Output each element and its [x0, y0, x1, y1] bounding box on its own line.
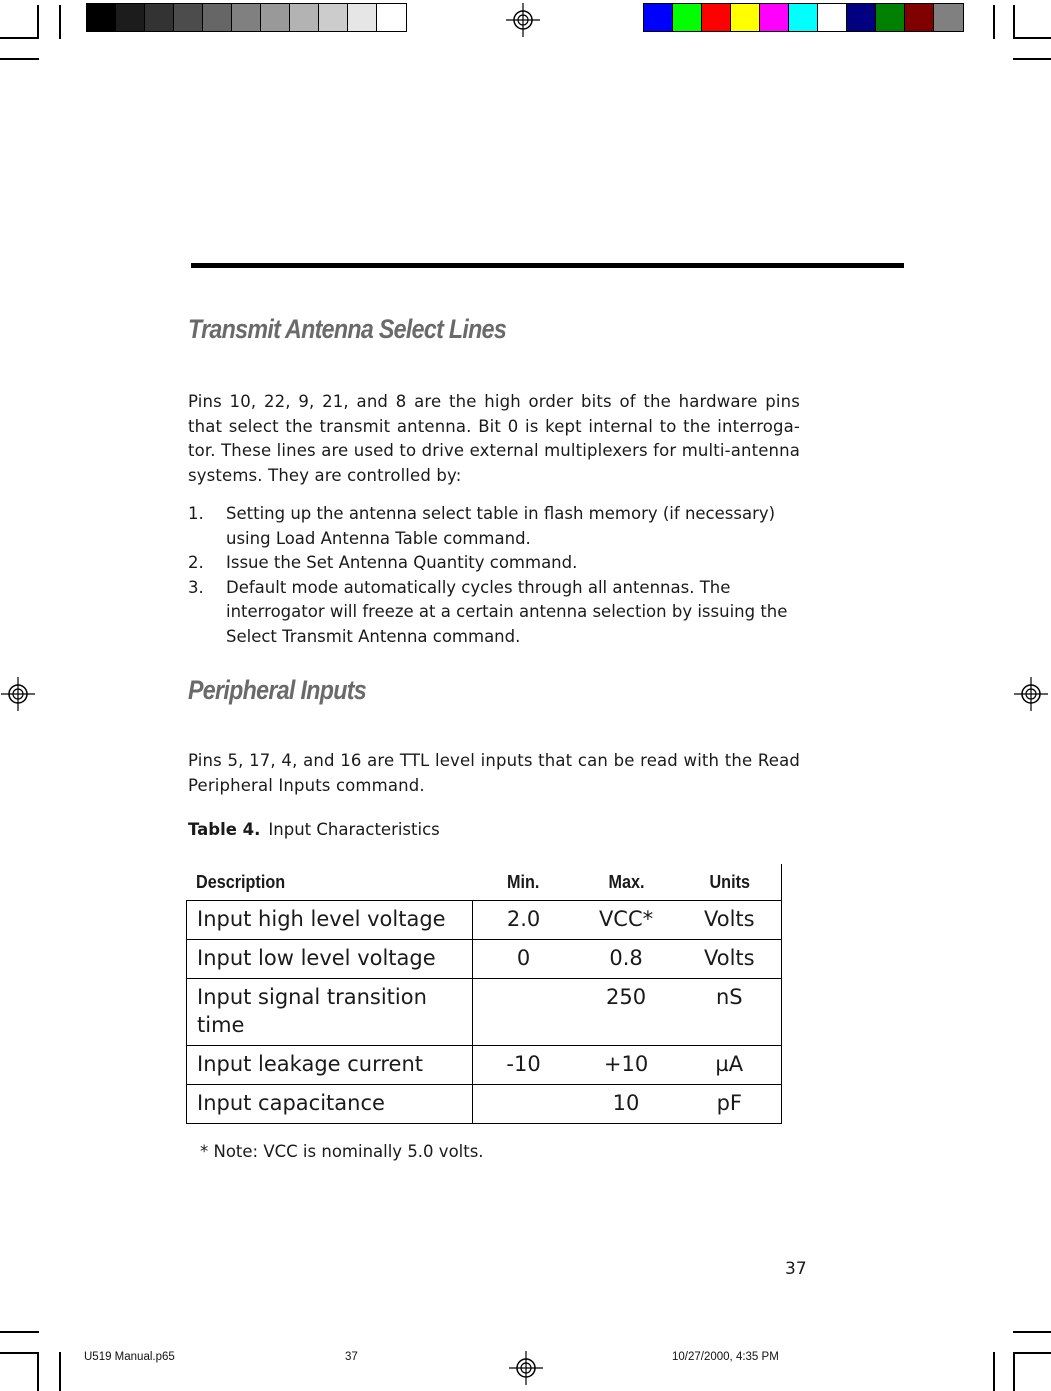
table-cell-units: Volts [678, 940, 782, 979]
section-heading-transmit: Transmit Antenna Select Lines [188, 314, 507, 344]
footer-timestamp: 10/27/2000, 4:35 PM [672, 1351, 779, 1363]
registration-mark-icon [1, 677, 35, 711]
table-cell-max: 250 [575, 979, 678, 1046]
crop-mark [1013, 58, 1051, 60]
table-cell-max: 0.8 [575, 940, 678, 979]
table-cell-min [472, 979, 574, 1046]
footer-page: 37 [345, 1351, 358, 1363]
color-swatch [818, 4, 847, 31]
table-caption [188, 820, 440, 839]
table-cell-description: Input capacitance [187, 1085, 473, 1124]
gray-swatch [319, 4, 348, 31]
crop-mark [0, 1331, 39, 1333]
gray-swatch [116, 4, 145, 31]
gray-swatch [348, 4, 377, 31]
list-item-number: 1. [188, 504, 204, 523]
list-item [188, 551, 800, 576]
table-cell-max: +10 [575, 1046, 678, 1085]
crop-mark [59, 1352, 61, 1391]
list-item [188, 502, 800, 551]
color-swatch [934, 4, 963, 31]
crop-mark [59, 5, 61, 39]
input-characteristics-table [186, 864, 782, 1124]
registration-mark-icon [509, 1351, 543, 1385]
table-cell-units: µA [678, 1046, 782, 1085]
section-heading-peripheral: Peripheral Inputs [188, 675, 366, 705]
header-rule [191, 263, 904, 268]
page-number: 37 [785, 1259, 807, 1279]
color-swatch [731, 4, 760, 31]
crop-mark [1013, 1352, 1015, 1391]
gray-swatch [377, 4, 406, 31]
color-swatch [876, 4, 905, 31]
column-header-max: Max. [608, 871, 645, 892]
gray-swatch [290, 4, 319, 31]
table-cell-description: Input high level voltage [187, 901, 473, 940]
crop-mark [993, 1352, 995, 1391]
table-cell-units: Volts [678, 901, 782, 940]
crop-mark [0, 58, 39, 60]
crop-mark [0, 1352, 39, 1354]
color-swatch [789, 4, 818, 31]
table-row [187, 979, 782, 1046]
table-cell-max: VCC* [575, 901, 678, 940]
table-caption-label: Table 4. [188, 820, 261, 839]
grayscale-swatch-bar [86, 3, 407, 32]
footer-filename: U519 Manual.p65 [84, 1351, 175, 1363]
table-cell-max: 10 [575, 1085, 678, 1124]
table-cell-min: 0 [472, 940, 574, 979]
list-item-number: 3. [188, 577, 204, 597]
crop-mark [37, 5, 39, 39]
crop-mark [0, 37, 39, 39]
gray-swatch [145, 4, 174, 31]
list-item-text: Setting up the antenna select table in flash memory (if necessary) using Load Antenna Table command. [226, 504, 776, 548]
gray-swatch [203, 4, 232, 31]
crop-mark [1013, 1352, 1051, 1354]
color-swatch [760, 4, 789, 31]
crop-mark [1013, 37, 1051, 39]
gray-swatch [87, 4, 116, 31]
list-item-text: Default mode automatically cycles through all antennas. The interrogator will freeze at a certain antenna selection by issuing the Select Transmit Antenna command. [226, 577, 788, 646]
color-swatch [847, 4, 876, 31]
gray-swatch [261, 4, 290, 31]
crop-mark [1013, 5, 1015, 39]
transmit-steps-list [188, 502, 800, 650]
table-cell-units: nS [678, 979, 782, 1046]
crop-mark [37, 1352, 39, 1391]
table-cell-min: 2.0 [472, 901, 574, 940]
table-cell-units: pF [678, 1085, 782, 1124]
transmit-intro-paragraph: Pins 10, 22, 9, 21, and 8 are the high order bits of the hardware pins that select the transmit antenna. Bit 0 is kept internal to the interroga-tor. These lines are used to drive external multiplexers for multi-antenna systems. They are controlled by: [188, 392, 800, 485]
crop-mark [993, 5, 995, 39]
gray-swatch [174, 4, 203, 31]
color-swatch-bar [643, 3, 964, 32]
list-item-text: Issue the Set Antenna Quantity command. [226, 553, 578, 573]
peripheral-intro-paragraph: Pins 5, 17, 4, and 16 are TTL level inputs that can be read with the Read Peripheral Inputs command. [188, 751, 800, 795]
color-swatch [644, 4, 673, 31]
crop-mark [1013, 1331, 1051, 1333]
color-swatch [673, 4, 702, 31]
color-swatch [702, 4, 731, 31]
list-item [188, 576, 800, 650]
registration-mark-icon [1014, 677, 1048, 711]
table-row [187, 1046, 782, 1085]
table-cell-description: Input signal transition time [187, 979, 473, 1046]
table-header-row [187, 864, 782, 901]
gray-swatch [232, 4, 261, 31]
table-footnote: * Note: VCC is nominally 5.0 volts. [200, 1142, 484, 1161]
registration-mark-icon [506, 3, 540, 37]
table-row [187, 940, 782, 979]
table-cell-description: Input leakage current [187, 1046, 473, 1085]
list-item-number: 2. [188, 553, 204, 573]
column-header-description: Description [195, 871, 285, 892]
column-header-min: Min. [507, 871, 540, 892]
table-cell-min: -10 [472, 1046, 574, 1085]
table-cell-description: Input low level voltage [187, 940, 473, 979]
column-header-units: Units [683, 864, 777, 901]
table-row [187, 1085, 782, 1124]
table-caption-text: Input Characteristics [268, 820, 440, 839]
color-swatch [905, 4, 934, 31]
table-row [187, 901, 782, 940]
table-cell-min [472, 1085, 574, 1124]
